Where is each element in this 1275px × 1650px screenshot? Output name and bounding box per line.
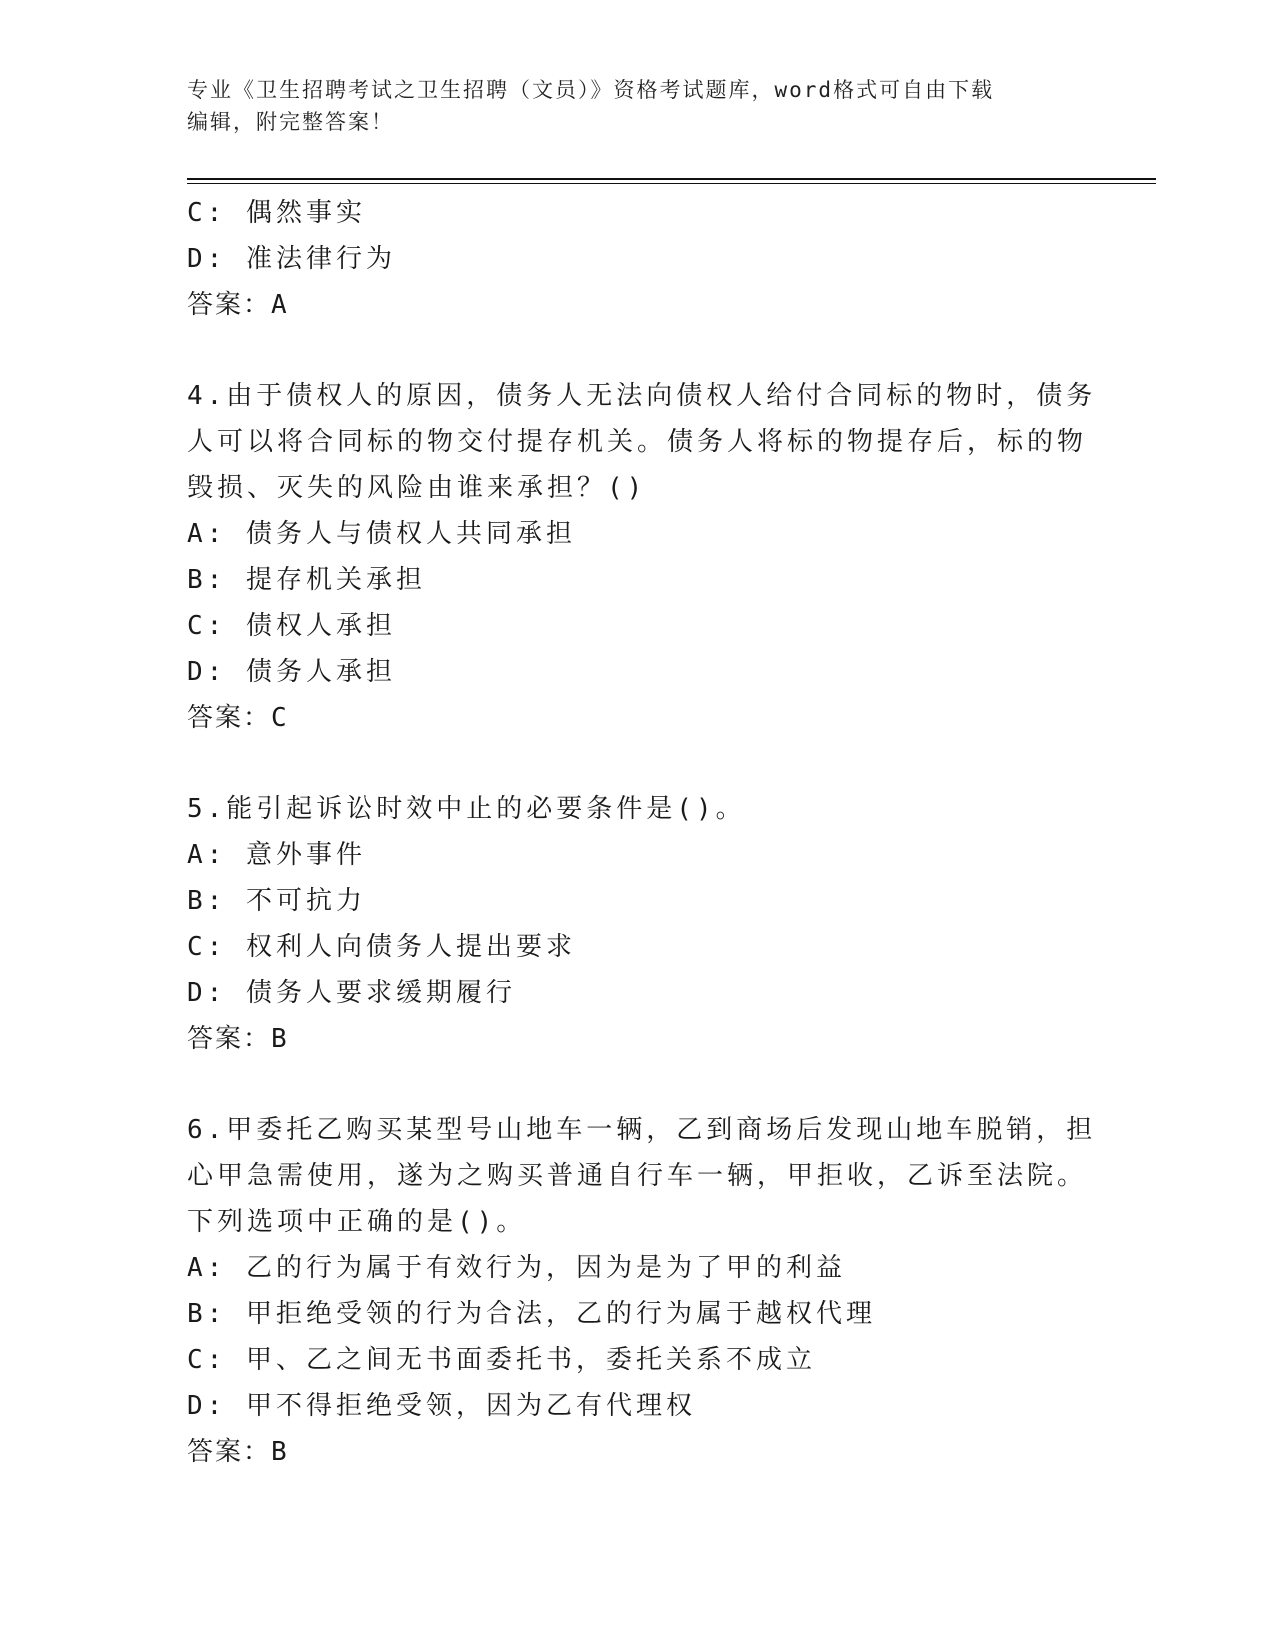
q6-stem-line-1: 6.甲委托乙购买某型号山地车一辆，乙到商场后发现山地车脱销，担 [187, 1115, 1097, 1145]
q4-stem-line-2: 人可以将合同标的物交付提存机关。债务人将标的物提存后，标的物 [187, 427, 1088, 457]
document-body [187, 190, 1097, 1475]
q3-option-d: D: 准法律行为 [187, 244, 396, 274]
q4-stem-line-1: 4.由于债权人的原因，债务人无法向债权人给付合同标的物时，债务 [187, 381, 1097, 411]
q5-option-a: A: 意外事件 [187, 840, 366, 870]
q4-option-d: D: 债务人承担 [187, 657, 396, 687]
q5-stem-line-1: 5.能引起诉讼时效中止的必要条件是()。 [187, 794, 746, 824]
spacer [187, 328, 1067, 373]
q6-answer: 答案：B [187, 1437, 289, 1467]
question-5 [187, 786, 1067, 1062]
q6-stem-line-2: 心甲急需使用，遂为之购买普通自行车一辆，甲拒收，乙诉至法院。 [187, 1161, 1088, 1191]
q6-option-a: A: 乙的行为属于有效行为，因为是为了甲的利益 [187, 1253, 846, 1283]
q3-answer: 答案：A [187, 290, 289, 320]
q6-option-b: B: 甲拒绝受领的行为合法，乙的行为属于越权代理 [187, 1299, 876, 1329]
question-4 [187, 373, 1097, 741]
q4-option-c: C: 债权人承担 [187, 611, 396, 641]
document-header [187, 74, 1087, 138]
question-6 [187, 1107, 1097, 1475]
header-line-1: 专业《卫生招聘考试之卫生招聘（文员）》资格考试题库，word格式可自由下载 [187, 78, 995, 102]
header-line-2: 编辑，附完整答案！ [187, 110, 394, 134]
q6-stem-line-3: 下列选项中正确的是()。 [187, 1207, 527, 1237]
spacer [187, 1062, 1067, 1107]
q5-option-d: D: 债务人要求缓期履行 [187, 978, 516, 1008]
q6-option-c: C: 甲、乙之间无书面委托书，委托关系不成立 [187, 1345, 816, 1375]
q5-option-c: C: 权利人向债务人提出要求 [187, 932, 576, 962]
q4-answer: 答案：C [187, 703, 289, 733]
q4-stem-line-3: 毁损、灭失的风险由谁来承担？() [187, 473, 647, 503]
q6-option-d: D: 甲不得拒绝受领，因为乙有代理权 [187, 1391, 696, 1421]
q5-answer: 答案：B [187, 1024, 289, 1054]
q5-option-b: B: 不可抗力 [187, 886, 366, 916]
question-3-tail [187, 190, 1067, 328]
q3-option-c: C: 偶然事实 [187, 198, 366, 228]
q4-option-b: B: 提存机关承担 [187, 565, 426, 595]
q4-option-a: A: 债务人与债权人共同承担 [187, 519, 576, 549]
header-divider-thin [187, 183, 1156, 184]
spacer [187, 741, 1067, 786]
header-divider-thick [187, 178, 1156, 180]
